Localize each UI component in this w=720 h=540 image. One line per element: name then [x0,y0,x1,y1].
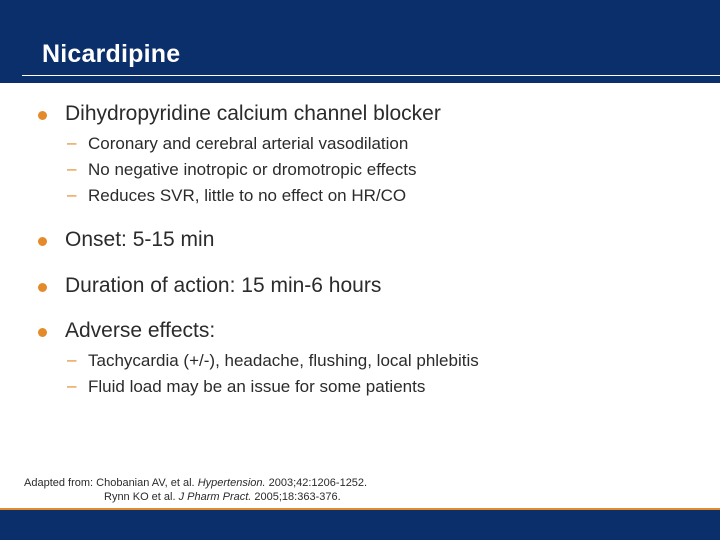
sub-bullet-text: Coronary and cerebral arterial vasodilation [88,134,409,153]
slide-footer [0,510,720,540]
sub-bullet-text: No negative inotropic or dromotropic effects [88,160,417,179]
bullet-dot-icon [38,283,47,292]
citation-journal: J Pharm Pract. [178,491,252,503]
sub-bullet-text: Reduces SVR, little to no effect on HR/CO [88,186,407,205]
bullet-text: Dihydropyridine calcium channel blocker [65,102,441,125]
sub-bullet-text: Tachycardia (+/-), headache, flushing, local phlebitis [88,351,479,370]
citation-line2 [24,490,367,504]
dash-icon: – [67,350,77,369]
citation-text: 2003;42:1206-1252. [265,477,368,489]
citation-line1 [24,477,367,489]
citation-text: Rynn KO et al. [104,491,179,503]
bullet-text: Duration of action: 15 min-6 hours [65,274,382,297]
bullet-dot-icon [38,328,47,337]
slide-title: Nicardipine [42,40,181,68]
bullet-text: Onset: 5-15 min [65,228,215,251]
citation-journal: Hypertension. [197,477,266,489]
citation-text: Adapted from: Chobanian AV, et al. [24,477,198,489]
bullet-text: Adverse effects: [65,319,216,342]
dash-icon: – [67,159,77,178]
dash-icon: – [67,185,77,204]
citation [24,476,367,504]
bullet-dot-icon [38,111,47,120]
dash-icon: – [67,133,77,152]
sub-bullet-text: Fluid load may be an issue for some patients [88,377,426,396]
citation-text: 2005;18:363-376. [251,491,341,503]
dash-icon: – [67,376,77,395]
bullet-dot-icon [38,237,47,246]
